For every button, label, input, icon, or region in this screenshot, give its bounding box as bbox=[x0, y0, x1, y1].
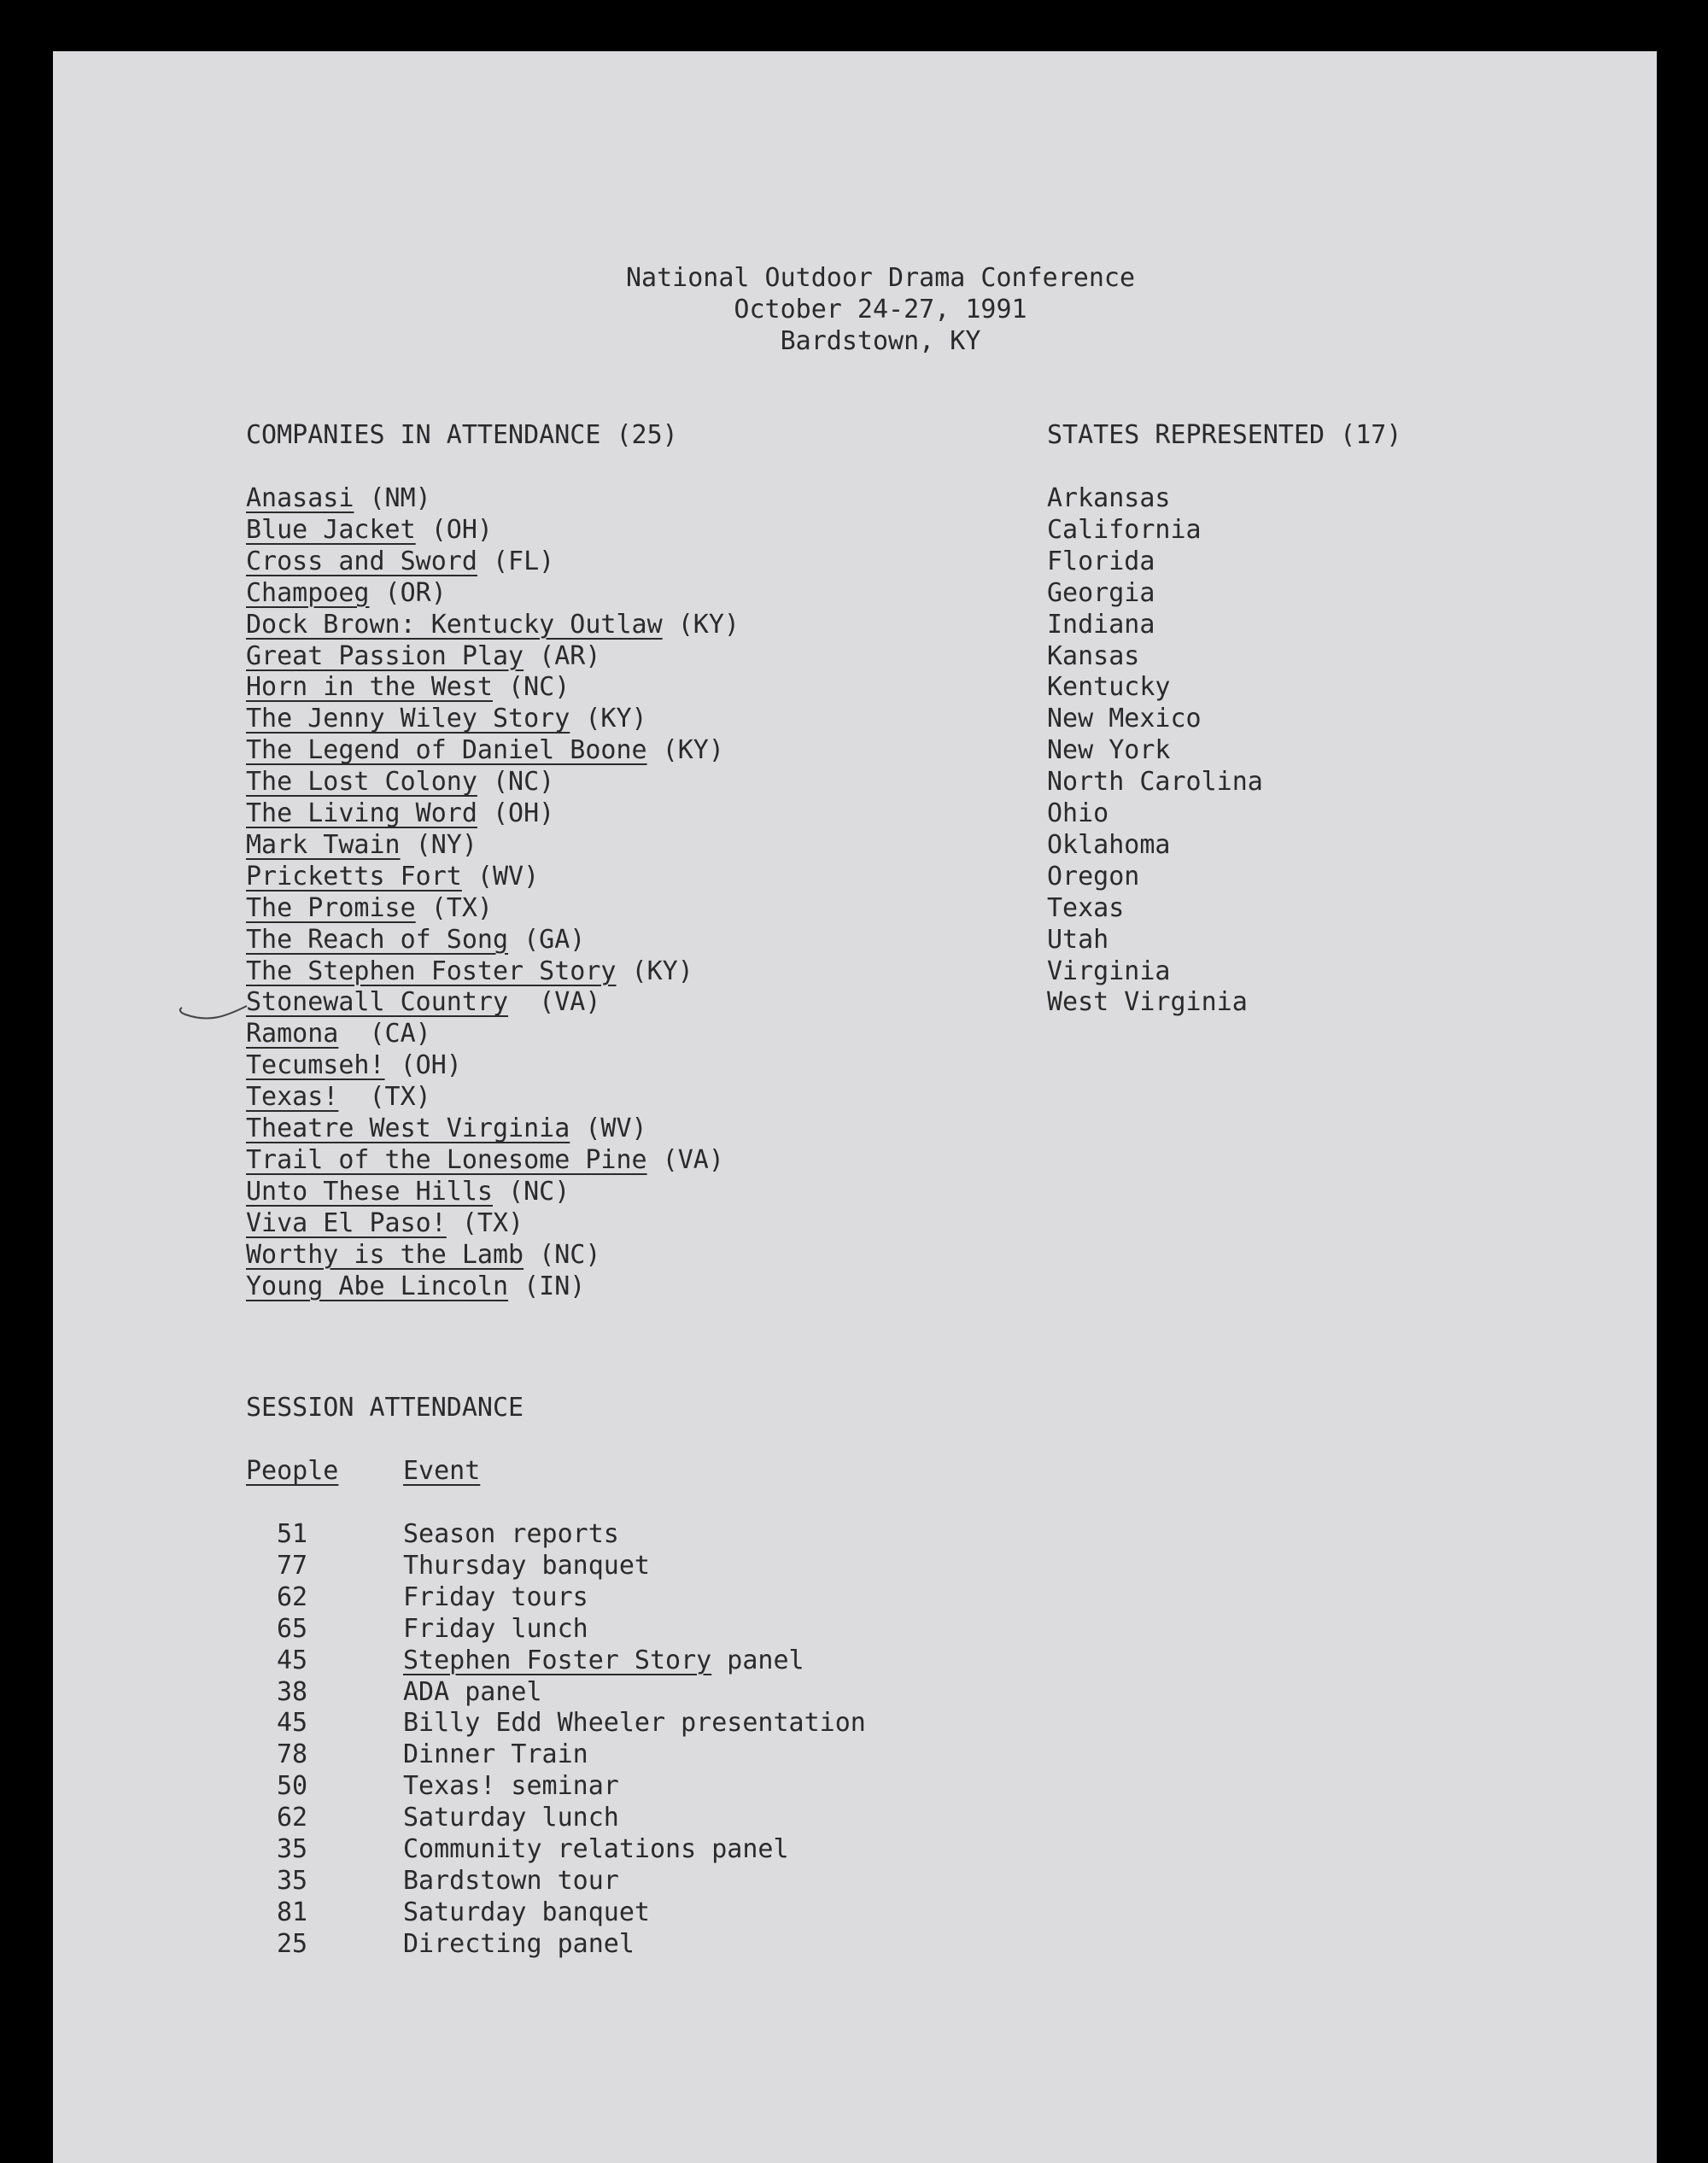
company-state: (OR) bbox=[369, 577, 447, 608]
company-item bbox=[246, 956, 693, 987]
company-state: (KY) bbox=[570, 704, 647, 734]
company-name: Worthy is the Lamb bbox=[246, 1239, 524, 1270]
session-people: 25 bbox=[277, 1928, 308, 1959]
session-event-title: Stephen Foster Story bbox=[403, 1645, 712, 1675]
company-state: (GA) bbox=[508, 924, 586, 955]
session-people: 81 bbox=[277, 1897, 308, 1927]
company-state: (AR) bbox=[524, 640, 601, 671]
company-state: (KY) bbox=[662, 609, 740, 640]
session-event: Friday tours bbox=[403, 1581, 588, 1612]
conference-dates: October 24-27, 1991 bbox=[734, 295, 1027, 324]
session-people: 35 bbox=[277, 1834, 308, 1864]
company-state: (NC) bbox=[477, 767, 555, 798]
company-name: The Jenny Wiley Story bbox=[246, 704, 570, 734]
session-event: Season reports bbox=[403, 1519, 619, 1549]
state-item: Oregon bbox=[1047, 861, 1140, 892]
company-item bbox=[246, 547, 554, 577]
session-event: Texas! seminar bbox=[403, 1771, 619, 1802]
company-item bbox=[246, 672, 570, 703]
company-item bbox=[246, 1145, 724, 1176]
company-name: Champoeg bbox=[246, 577, 370, 608]
company-item bbox=[246, 830, 477, 861]
session-event: Billy Edd Wheeler presentation bbox=[403, 1708, 866, 1739]
company-item bbox=[246, 893, 493, 924]
company-name: Young Abe Lincoln bbox=[246, 1271, 509, 1301]
people-column-header: People bbox=[246, 1456, 339, 1486]
conference-location: Bardstown, KY bbox=[780, 326, 981, 356]
session-event: Thursday banquet bbox=[403, 1550, 650, 1581]
company-name: Unto These Hills bbox=[246, 1176, 493, 1207]
session-event: Directing panel bbox=[403, 1928, 635, 1959]
company-name: The Living Word bbox=[246, 798, 477, 828]
state-item: New Mexico bbox=[1047, 704, 1202, 734]
company-item bbox=[246, 515, 493, 546]
company-name: Dock Brown: Kentucky Outlaw bbox=[246, 609, 663, 640]
company-state: (TX) bbox=[338, 1082, 431, 1113]
session-event: Saturday lunch bbox=[403, 1803, 619, 1833]
company-name: Theatre West Virginia bbox=[246, 1114, 570, 1143]
company-item bbox=[246, 1271, 585, 1302]
company-state: (OH) bbox=[384, 1050, 462, 1081]
session-event: Community relations panel bbox=[403, 1834, 789, 1864]
state-item: California bbox=[1047, 514, 1202, 545]
company-name: Horn in the West bbox=[246, 672, 493, 703]
company-name: The Stephen Foster Story bbox=[246, 956, 617, 986]
company-item bbox=[246, 704, 647, 734]
company-item bbox=[246, 767, 554, 798]
company-state: (TX) bbox=[415, 892, 493, 923]
company-state: (KY) bbox=[646, 735, 724, 766]
company-state: (NC) bbox=[492, 672, 570, 703]
state-item: Texas bbox=[1047, 892, 1125, 923]
state-item: Indiana bbox=[1047, 609, 1155, 640]
company-state: (TX) bbox=[446, 1207, 524, 1238]
company-item bbox=[246, 1082, 431, 1113]
company-name: Viva El Paso! bbox=[246, 1207, 447, 1238]
state-item: Arkansas bbox=[1047, 483, 1171, 513]
state-item: Kansas bbox=[1047, 640, 1140, 671]
company-state: (NC) bbox=[524, 1239, 601, 1270]
event-column-header: Event bbox=[403, 1456, 481, 1486]
company-name: The Promise bbox=[246, 892, 416, 923]
company-name: Texas! bbox=[246, 1082, 339, 1113]
state-item: West Virginia bbox=[1047, 987, 1248, 1018]
session-people: 50 bbox=[277, 1771, 308, 1802]
conference-title: National Outdoor Drama Conference bbox=[625, 263, 1136, 293]
company-state: (OH) bbox=[415, 514, 493, 545]
company-item bbox=[246, 1050, 462, 1081]
company-name: Stonewall Country bbox=[246, 987, 509, 1018]
session-event: Bardstown tour bbox=[403, 1865, 619, 1896]
company-item bbox=[246, 1208, 524, 1239]
company-name: Great Passion Play bbox=[246, 640, 524, 671]
company-name: The Legend of Daniel Boone bbox=[246, 735, 647, 766]
company-name: Ramona bbox=[246, 1019, 339, 1049]
company-item bbox=[246, 862, 539, 892]
session-event: Friday lunch bbox=[403, 1613, 588, 1644]
company-name: The Lost Colony bbox=[246, 767, 477, 798]
session-people: 77 bbox=[277, 1550, 308, 1581]
company-name: Pricketts Fort bbox=[246, 861, 462, 892]
state-item: Utah bbox=[1047, 924, 1109, 955]
session-people: 62 bbox=[277, 1581, 308, 1612]
states-heading: STATES REPRESENTED (17) bbox=[1047, 420, 1402, 450]
company-state: (OH) bbox=[477, 798, 555, 828]
company-state: (NC) bbox=[492, 1176, 570, 1207]
company-item bbox=[246, 483, 431, 514]
company-name: Anasasi bbox=[246, 483, 354, 513]
company-name: Tecumseh! bbox=[246, 1050, 385, 1081]
companies-heading: COMPANIES IN ATTENDANCE (25) bbox=[246, 420, 678, 450]
session-people: 35 bbox=[277, 1865, 308, 1896]
session-people: 51 bbox=[277, 1519, 308, 1549]
state-item: Oklahoma bbox=[1047, 829, 1171, 860]
company-state: (WV) bbox=[461, 861, 540, 892]
session-people: 62 bbox=[277, 1803, 308, 1833]
company-state: (VA) bbox=[508, 987, 601, 1018]
state-item: Florida bbox=[1047, 546, 1155, 576]
company-item bbox=[246, 1177, 570, 1207]
company-name: Blue Jacket bbox=[246, 514, 416, 545]
company-item bbox=[246, 578, 447, 609]
company-item bbox=[246, 1019, 431, 1049]
session-people: 45 bbox=[277, 1645, 308, 1675]
session-event-suffix: panel bbox=[711, 1645, 804, 1675]
state-item: Ohio bbox=[1047, 798, 1109, 828]
company-state: (KY) bbox=[616, 956, 693, 986]
session-people: 45 bbox=[277, 1708, 308, 1739]
company-state: (NY) bbox=[400, 829, 477, 860]
state-item: Georgia bbox=[1047, 577, 1155, 608]
company-item bbox=[246, 987, 600, 1018]
company-state: (CA) bbox=[338, 1019, 431, 1049]
state-item: Virginia bbox=[1047, 956, 1171, 986]
company-state: (NM) bbox=[354, 483, 431, 513]
session-people: 78 bbox=[277, 1739, 308, 1770]
sessions-heading: SESSION ATTENDANCE bbox=[246, 1393, 524, 1423]
company-state: (FL) bbox=[477, 546, 555, 576]
session-event bbox=[403, 1646, 804, 1676]
session-people: 38 bbox=[277, 1676, 308, 1707]
company-item bbox=[246, 925, 585, 956]
company-state: (VA) bbox=[646, 1144, 724, 1175]
pen-mark bbox=[175, 997, 252, 1032]
session-event: Dinner Train bbox=[403, 1739, 588, 1770]
state-item: North Carolina bbox=[1047, 767, 1263, 798]
state-item: New York bbox=[1047, 735, 1171, 766]
company-name: Mark Twain bbox=[246, 829, 401, 860]
company-state: (IN) bbox=[508, 1271, 586, 1301]
state-item: Kentucky bbox=[1047, 672, 1171, 703]
company-item bbox=[246, 735, 724, 766]
company-item bbox=[246, 641, 600, 672]
session-event: ADA panel bbox=[403, 1676, 542, 1707]
company-name: Cross and Sword bbox=[246, 546, 477, 576]
company-item bbox=[246, 1240, 600, 1271]
company-item bbox=[246, 798, 554, 829]
session-event: Saturday banquet bbox=[403, 1897, 650, 1927]
company-item bbox=[246, 610, 740, 640]
company-item bbox=[246, 1114, 647, 1144]
company-state: (WV) bbox=[570, 1114, 647, 1143]
company-name: Trail of the Lonesome Pine bbox=[246, 1144, 647, 1175]
company-name: The Reach of Song bbox=[246, 924, 509, 955]
session-people: 65 bbox=[277, 1613, 308, 1644]
